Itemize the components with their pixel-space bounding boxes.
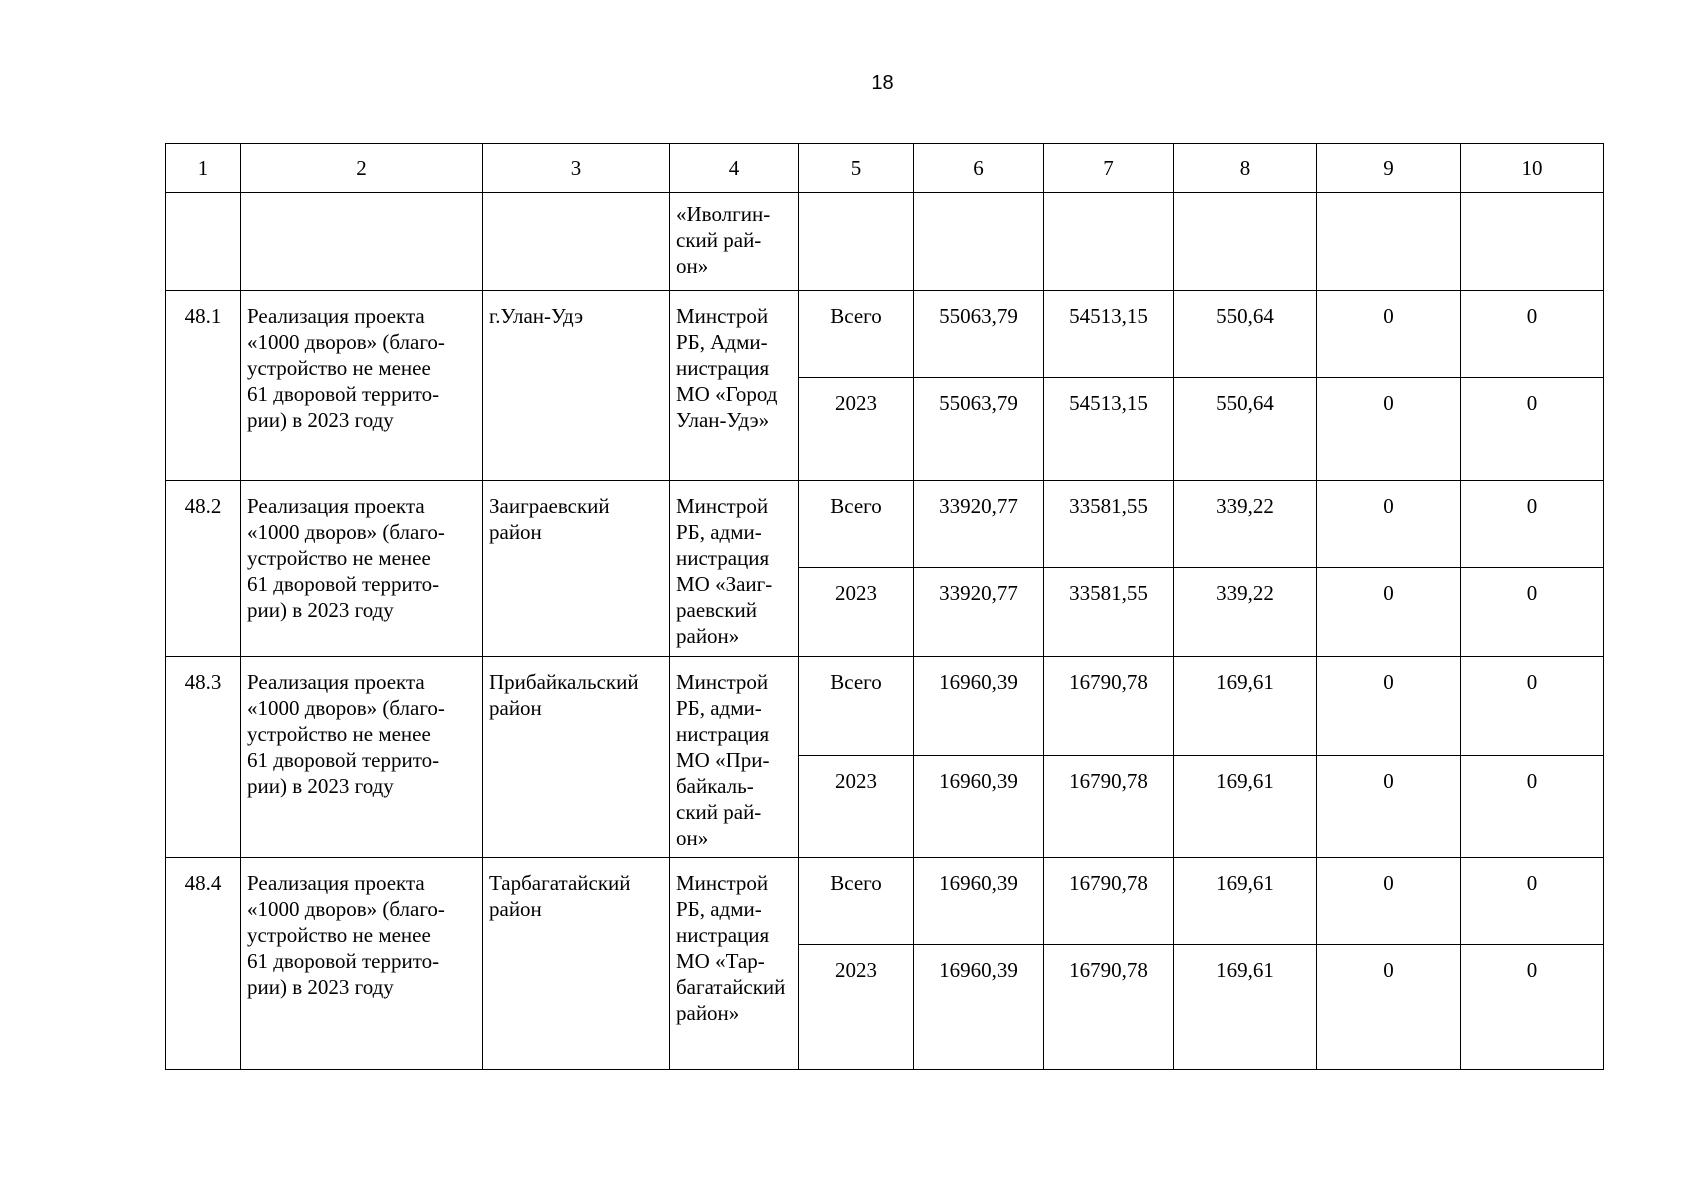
table-row (166, 481, 1604, 568)
total-value: 16960,39 (914, 657, 1044, 756)
value-col10: 0 (1461, 858, 1604, 945)
project-name-cell (241, 481, 483, 657)
value-col10: 0 (1461, 291, 1604, 378)
column-number: 2 (241, 144, 483, 193)
value-col9: 0 (1317, 657, 1461, 756)
value-col10: 0 (1461, 481, 1604, 568)
table-cell (1317, 193, 1461, 291)
value-col10: 0 (1461, 568, 1604, 657)
executor-cell (670, 858, 799, 1070)
value-col10: 0 (1461, 945, 1604, 1070)
project-name-cell (241, 858, 483, 1070)
row-number: 48.2 (166, 481, 241, 657)
value-col8: 339,22 (1174, 568, 1317, 657)
table-cell (483, 193, 670, 291)
value-col8: 169,61 (1174, 756, 1317, 858)
value-col9: 0 (1317, 945, 1461, 1070)
period-cell: Всего (799, 657, 914, 756)
value-col10: 0 (1461, 657, 1604, 756)
value-col10: 0 (1461, 756, 1604, 858)
column-number-row (166, 144, 1604, 193)
value-col7: 33581,55 (1044, 568, 1174, 657)
value-col8: 169,61 (1174, 858, 1317, 945)
value-col9: 0 (1317, 858, 1461, 945)
value-col9: 0 (1317, 568, 1461, 657)
project-name-cell (241, 291, 483, 481)
column-number: 1 (166, 144, 241, 193)
period-cell: 2023 (799, 945, 914, 1070)
table-cell (1044, 193, 1174, 291)
column-number: 3 (483, 144, 670, 193)
table-row (166, 858, 1604, 945)
budget-table (165, 143, 1604, 1070)
value-col9: 0 (1317, 756, 1461, 858)
territory-cell (483, 481, 670, 657)
continuation-row (166, 193, 1604, 291)
executor-text: «Иволгин- ский рай- он» (676, 202, 771, 278)
table-cell (1174, 193, 1317, 291)
executor-cell (670, 193, 799, 291)
period-cell: 2023 (799, 378, 914, 481)
value-col7: 16790,78 (1044, 858, 1174, 945)
territory: Прибайкальский район (489, 670, 639, 720)
period-cell: 2023 (799, 756, 914, 858)
table-cell (166, 193, 241, 291)
project-name-cell (241, 657, 483, 858)
project-name: Реализация проекта «1000 дворов» (благо- устройство не менее 61 дворовой террито- рии) в 2023 году (247, 670, 445, 798)
project-name: Реализация проекта «1000 дворов» (благо- устройство не менее 61 дворовой террито- рии) в 2023 году (247, 494, 445, 622)
row-number: 48.4 (166, 858, 241, 1070)
period-cell: Всего (799, 481, 914, 568)
value-col7: 54513,15 (1044, 291, 1174, 378)
territory-cell (483, 291, 670, 481)
value-col8: 550,64 (1174, 291, 1317, 378)
value-col7: 33581,55 (1044, 481, 1174, 568)
table-row (166, 657, 1604, 756)
territory-cell (483, 657, 670, 858)
table-cell (914, 193, 1044, 291)
column-number: 6 (914, 144, 1044, 193)
column-number: 4 (670, 144, 799, 193)
executor-text: Минстрой РБ, Адми- нистрация МО «Город Улан-Удэ» (676, 304, 778, 432)
project-name: Реализация проекта «1000 дворов» (благо- устройство не менее 61 дворовой террито- рии) в 2023 году (247, 871, 445, 999)
total-value: 55063,79 (914, 291, 1044, 378)
executor-text: Минстрой РБ, адми- нистрация МО «При- байкаль- ский рай- он» (676, 670, 770, 850)
territory: Заиграевский район (489, 494, 610, 544)
period-cell: 2023 (799, 568, 914, 657)
executor-text: Минстрой РБ, адми- нистрация МО «Заиг- раевский район» (676, 494, 773, 648)
value-col8: 550,64 (1174, 378, 1317, 481)
value-col8: 339,22 (1174, 481, 1317, 568)
table-row (166, 291, 1604, 378)
total-value: 33920,77 (914, 568, 1044, 657)
value-col9: 0 (1317, 378, 1461, 481)
total-value: 55063,79 (914, 378, 1044, 481)
total-value: 33920,77 (914, 481, 1044, 568)
table-cell (799, 193, 914, 291)
period-cell: Всего (799, 858, 914, 945)
row-number: 48.3 (166, 657, 241, 858)
total-value: 16960,39 (914, 858, 1044, 945)
table-cell (241, 193, 483, 291)
total-value: 16960,39 (914, 945, 1044, 1070)
column-number: 7 (1044, 144, 1174, 193)
value-col7: 16790,78 (1044, 945, 1174, 1070)
project-name: Реализация проекта «1000 дворов» (благо- устройство не менее 61 дворовой террито- рии) в 2023 году (247, 304, 445, 432)
value-col9: 0 (1317, 481, 1461, 568)
value-col8: 169,61 (1174, 657, 1317, 756)
executor-cell (670, 481, 799, 657)
executor-text: Минстрой РБ, адми- нистрация МО «Тар- багатайский район» (676, 871, 786, 1025)
territory: Тарбагатайский район (489, 871, 631, 921)
column-number: 9 (1317, 144, 1461, 193)
page-number: 18 (871, 72, 894, 94)
value-col7: 16790,78 (1044, 756, 1174, 858)
row-number: 48.1 (166, 291, 241, 481)
territory: г.Улан-Удэ (489, 304, 584, 328)
territory-cell (483, 858, 670, 1070)
total-value: 16960,39 (914, 756, 1044, 858)
period-cell: Всего (799, 291, 914, 378)
executor-cell (670, 291, 799, 481)
column-number: 10 (1461, 144, 1604, 193)
value-col8: 169,61 (1174, 945, 1317, 1070)
column-number: 5 (799, 144, 914, 193)
value-col7: 54513,15 (1044, 378, 1174, 481)
value-col9: 0 (1317, 291, 1461, 378)
executor-cell (670, 657, 799, 858)
value-col7: 16790,78 (1044, 657, 1174, 756)
column-number: 8 (1174, 144, 1317, 193)
table-cell (1461, 193, 1604, 291)
value-col10: 0 (1461, 378, 1604, 481)
